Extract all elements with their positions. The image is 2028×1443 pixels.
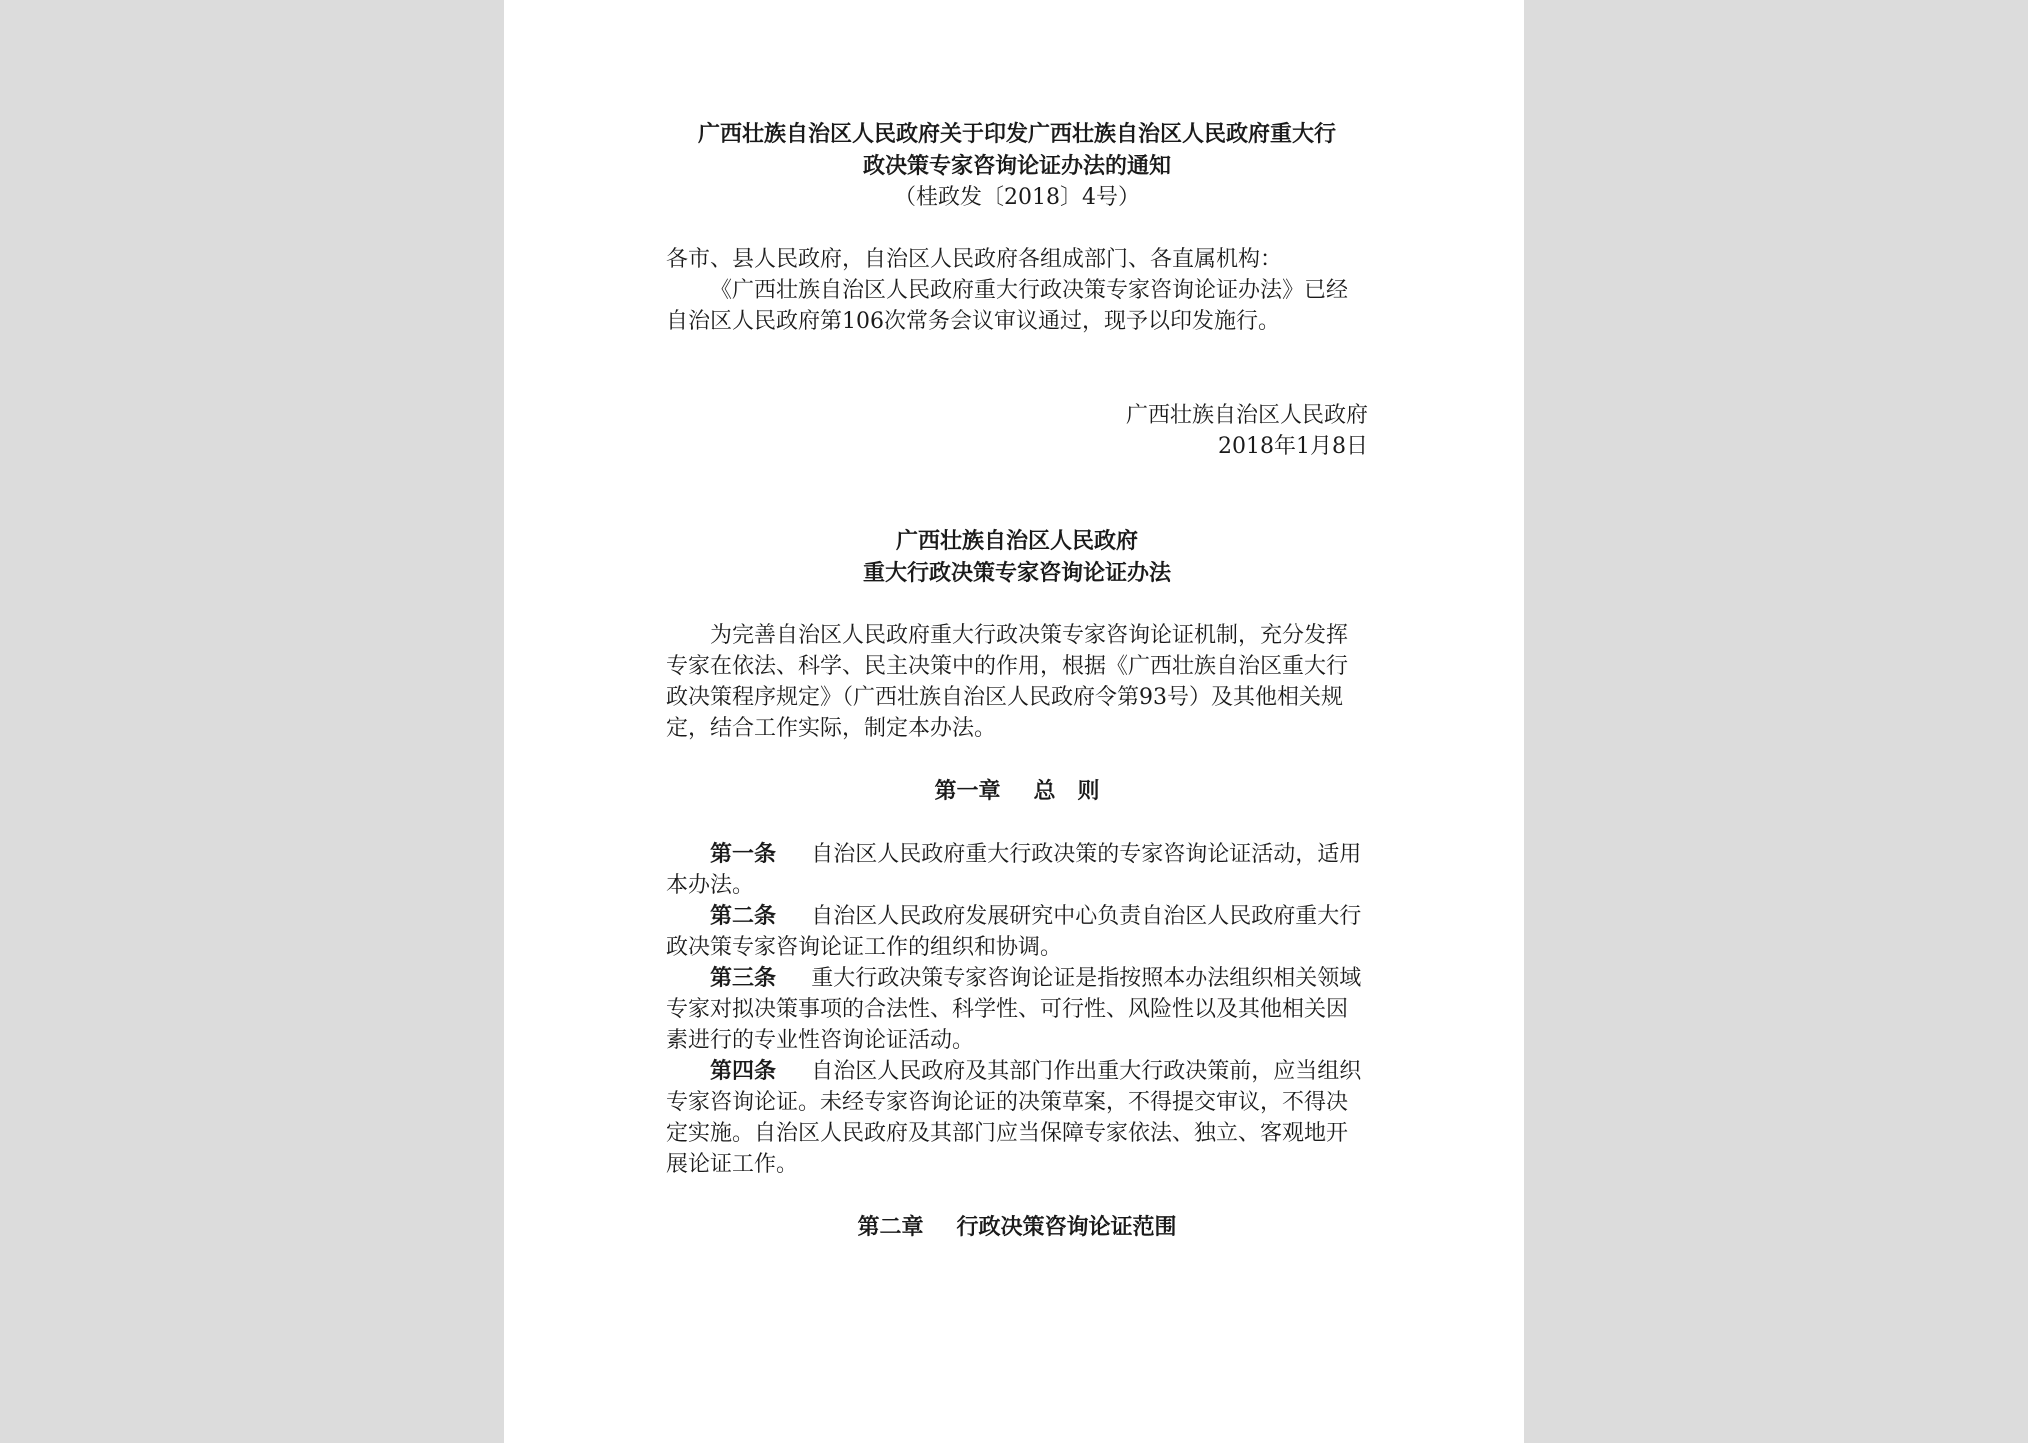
article-2-text: 自治区人民政府发展研究中心负责自治区人民政府重大行政决策专家咨询论证工作的组织和协调。 (666, 904, 1362, 960)
document-page (504, 0, 1524, 1443)
article-1-label: 第一条 (710, 841, 777, 867)
chapter-heading-1 (666, 776, 1368, 807)
chapter-2-title: 行政决策咨询论证范围 (956, 1214, 1177, 1240)
notice-body: 《广西壮族自治区人民政府重大行政决策专家咨询论证办法》已经自治区人民政府第106次常务会议审议通过，现予以印发施行。 (666, 278, 1349, 334)
article-3 (666, 963, 1368, 1056)
article-4-text: 自治区人民政府及其部门作出重大行政决策前，应当组织专家咨询论证。未经专家咨询论证的决策草案，不得提交审议，不得决定实施。自治区人民政府及其部门应当保障专家依法、独立、客观地开展论证工作。 (666, 1059, 1362, 1177)
article-4-label: 第四条 (710, 1058, 777, 1084)
notice-title-line-2: 政决策专家咨询论证办法的通知 (862, 153, 1171, 179)
article-4 (666, 1056, 1368, 1180)
article-3-text: 重大行政决策专家咨询论证是指按照本办法组织相关领域专家对拟决策事项的合法性、科学性、可行性、风险性以及其他相关因素进行的专业性咨询论证活动。 (666, 966, 1362, 1053)
notice-addressee: 各市、县人民政府，自治区人民政府各组成部门、各直属机构： (666, 247, 1283, 272)
chapter-heading-2 (666, 1212, 1368, 1243)
notice-title-line-1: 广西壮族自治区人民政府关于印发广西壮族自治区人民政府重大行 (697, 121, 1336, 147)
chapter-1-label: 第一章 (934, 778, 1001, 804)
article-1-text: 自治区人民政府重大行政决策的专家咨询论证活动，适用本办法。 (666, 842, 1362, 898)
notice-signer: 广西壮族自治区人民政府 (1125, 403, 1368, 428)
document-content (666, 118, 1368, 1275)
measures-title-line-2: 重大行政决策专家咨询论证办法 (862, 560, 1171, 586)
measures-title-line-1: 广西壮族自治区人民政府 (895, 528, 1138, 554)
chapter-1-title: 总 则 (1033, 778, 1100, 804)
notice-date: 2018年1月8日 (1218, 434, 1368, 459)
article-2 (666, 901, 1368, 963)
article-1 (666, 839, 1368, 901)
chapter-2-label: 第二章 (857, 1214, 924, 1240)
notice-doc-number: （桂政发〔2018〕4号） (894, 185, 1140, 210)
article-3-label: 第三条 (710, 965, 777, 991)
measures-preamble: 为完善自治区人民政府重大行政决策专家咨询论证机制，充分发挥专家在依法、科学、民主决策中的作用，根据《广西壮族自治区重大行政决策程序规定》（广西壮族自治区人民政府令第93号）及其他相关规定，结合工作实际，制定本办法。 (666, 623, 1349, 741)
measures-title (666, 525, 1368, 589)
article-2-label: 第二条 (710, 903, 777, 929)
